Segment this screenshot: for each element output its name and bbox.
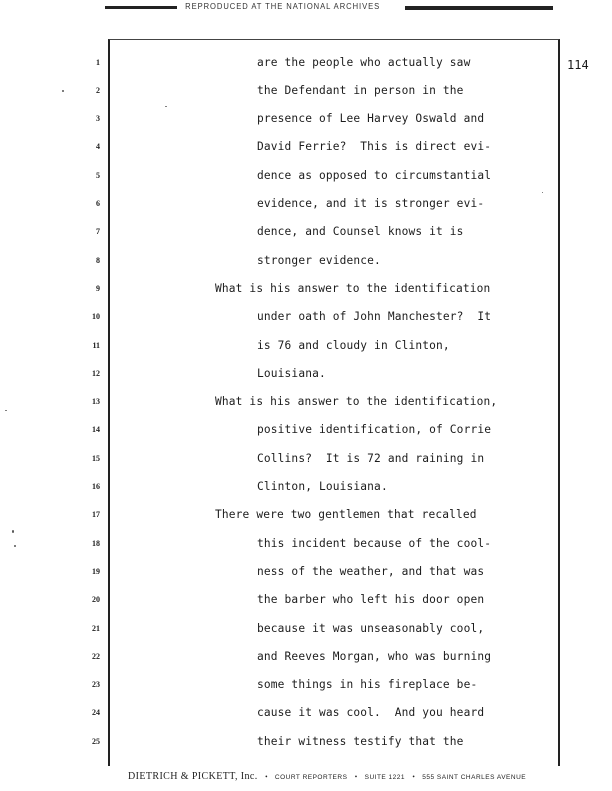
line-number: 13 [92,397,100,407]
transcript-line: and Reeves Morgan, who was burning [257,649,492,663]
transcript-line: presence of Lee Harvey Oswald and [257,112,485,126]
line-number: 10 [92,312,100,322]
line-number: 21 [92,623,100,633]
line-number: 23 [92,680,100,690]
line-number: 2 [96,85,100,95]
line-number: 25 [92,736,100,746]
line-number: 24 [92,708,100,718]
line-number: 11 [92,340,100,350]
scan-speck [542,192,543,193]
transcript-line: Clinton, Louisiana. [257,480,388,493]
line-number: 5 [96,170,100,180]
transcript-line: this incident because of the cool- [257,536,492,550]
line-number: 16 [92,482,100,491]
transcript-line: evidence, and it is stronger evi- [257,197,485,210]
line-number: 1 [96,57,100,67]
transcript-line: under oath of John Manchester? It [257,310,492,324]
line-number: 9 [96,283,100,293]
line-number: 12 [92,368,100,378]
transcript-line: their witness testify that the [257,734,464,748]
transcript-line: Louisiana. [257,366,326,380]
line-number: 4 [96,142,100,152]
line-number: 8 [96,255,100,265]
line-number: 17 [92,510,100,520]
footer-separator: • [354,773,358,781]
page-number: 114 [567,58,589,72]
transcript-line: David Ferrie? This is direct evi- [257,140,492,154]
line-number: 15 [92,453,100,463]
line-number: 22 [92,651,100,661]
scan-speck [12,530,14,533]
transcript-line: the barber who left his door open [257,593,485,607]
header-redaction-bar [405,6,553,10]
scan-speck [165,106,167,107]
transcript-line: dence, and Counsel knows it is [257,225,464,239]
transcript-line: the Defendant in person in the [257,83,464,97]
line-number: 20 [92,595,100,605]
transcript-line: ness of the weather, and that was [257,564,485,578]
footer-suite: SUITE 1221 [364,774,406,781]
header-redaction-bar-left [105,6,177,9]
footer-firm: DIETRICH & PICKETT, Inc. [128,771,258,782]
archive-stamp: REPRODUCED AT THE NATIONAL ARCHIVES [185,2,381,11]
line-number: 14 [92,425,100,435]
transcript-line: Collins? It is 72 and raining in [257,451,485,465]
line-number: 6 [96,199,100,208]
line-number: 19 [92,566,100,576]
footer-separator: • [412,773,415,781]
transcript-line: positive identification, of Corrie [257,423,492,437]
transcript-line: dence as opposed to circumstantial [257,168,492,182]
footer [128,771,526,782]
line-number: 18 [92,538,100,548]
transcript-line: are the people who actually saw [257,55,471,69]
line-number: 3 [96,114,100,124]
line-number: 7 [96,227,100,237]
footer-address: 555 SAINT CHARLES AVENUE [422,774,527,781]
transcript-line: There were two gentlemen that recalled [215,508,477,522]
transcript-line: What is his answer to the identification [215,281,491,295]
scan-speck [14,545,16,547]
transcript-line: What is his answer to the identification, [215,395,498,409]
transcript-line: is 76 and cloudy in Clinton, [257,338,450,352]
transcript-line: cause it was cool. And you heard [257,706,485,720]
footer-service: COURT REPORTERS [274,774,348,781]
transcript-line: because it was unseasonably cool, [257,621,485,635]
scan-speck [62,90,64,92]
footer-separator: • [265,773,268,781]
scan-speck [5,410,7,411]
transcript-line: stronger evidence. [257,253,381,267]
transcript-line: some things in his fireplace be- [257,678,478,692]
